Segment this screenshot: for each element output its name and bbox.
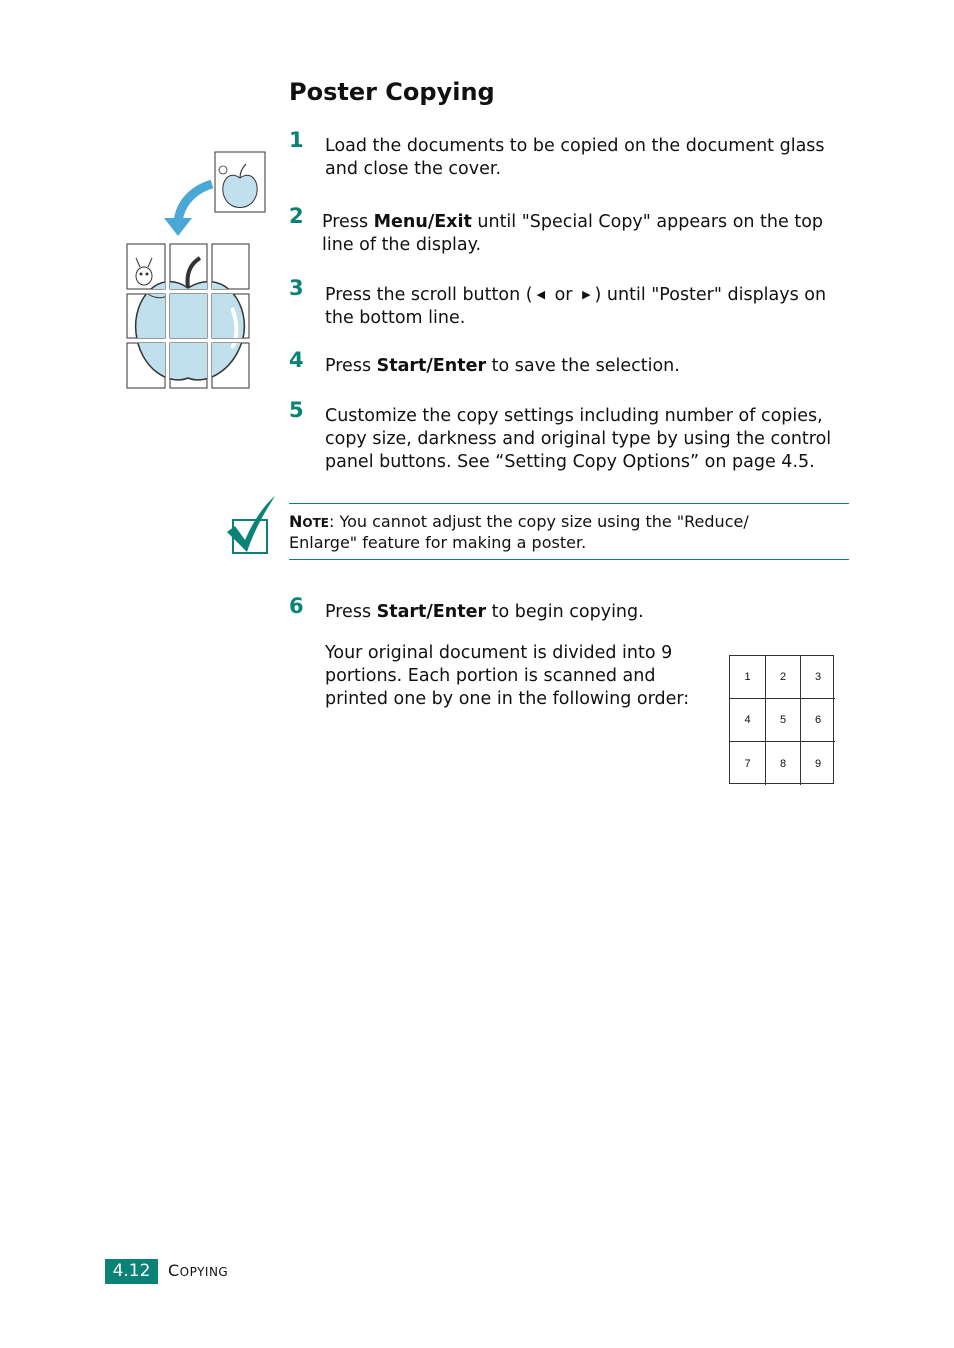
grid-cell: 9: [814, 757, 822, 770]
step-number: 4: [289, 348, 304, 372]
poster-illustration: [120, 148, 280, 393]
grid-cell: 3: [801, 656, 835, 699]
triangle-right-icon: ▶: [582, 288, 591, 301]
section-name-rest: OPYING: [179, 1265, 229, 1279]
note-label-first: N: [289, 512, 303, 531]
step-text-post: until "Special Copy" appears on the top line of the display.: [322, 212, 824, 255]
checkmark-note-icon: [225, 494, 277, 556]
section-name-first: C: [168, 1261, 180, 1280]
step-text-post: ) until "Poster" displays on the bottom line.: [325, 285, 827, 328]
grid-cell: 8: [766, 742, 801, 785]
step-text-pre: Press: [322, 212, 374, 232]
step-text-pre: Press: [325, 356, 377, 376]
grid-cell: 7: [730, 742, 766, 785]
step-text-pre: Press the scroll button (: [325, 285, 533, 305]
step-text: [325, 355, 845, 378]
button-name-start-enter: Start/Enter: [376, 356, 487, 376]
step-text-post: to save the selection.: [486, 356, 680, 376]
button-name-menu-exit: Menu/Exit: [373, 212, 472, 232]
note-label-rest: OTE: [302, 516, 329, 530]
step-number: 1: [289, 128, 304, 152]
note-label: [289, 512, 329, 531]
grid-cell: 2: [766, 656, 801, 699]
step-number: 6: [289, 594, 304, 618]
note-body: : You cannot adjust the copy size using the "Reduce/ Enlarge" feature for making a poster.: [289, 512, 749, 552]
grid-cell: 6: [801, 699, 835, 742]
page-title: Poster Copying: [289, 78, 495, 106]
button-name-start-enter: Start/Enter: [376, 602, 487, 622]
step-text-pre: Press: [325, 602, 377, 622]
step-text: [322, 211, 842, 257]
step-text: [325, 601, 845, 624]
grid-cell: 1: [730, 656, 766, 699]
grid-cell: 4: [730, 699, 766, 742]
step-text: Customize the copy settings including number of copies, copy size, darkness and original type by using the control panel buttons. See “Setting Copy Options” on page 4.5.: [325, 406, 832, 472]
step-text: [325, 283, 845, 330]
step-text: Load the documents to be copied on the document glass and close the cover.: [325, 136, 825, 179]
note-box: [289, 503, 849, 560]
print-order-grid: [729, 655, 834, 784]
grid-cell: 5: [766, 699, 801, 742]
step-number: 5: [289, 398, 304, 422]
section-name: [168, 1261, 228, 1280]
note-text: [289, 512, 809, 553]
page-number-badge: 4.12: [105, 1259, 158, 1284]
step-text-mid: or: [549, 285, 579, 305]
step-number: 2: [289, 204, 304, 228]
order-description: Your original document is divided into 9 portions. Each portion is scanned and printed one by one in the following order:: [325, 643, 690, 709]
step-text-post: to begin copying.: [486, 602, 644, 622]
step-number: 3: [289, 276, 304, 300]
triangle-left-icon: ◀: [536, 288, 546, 301]
